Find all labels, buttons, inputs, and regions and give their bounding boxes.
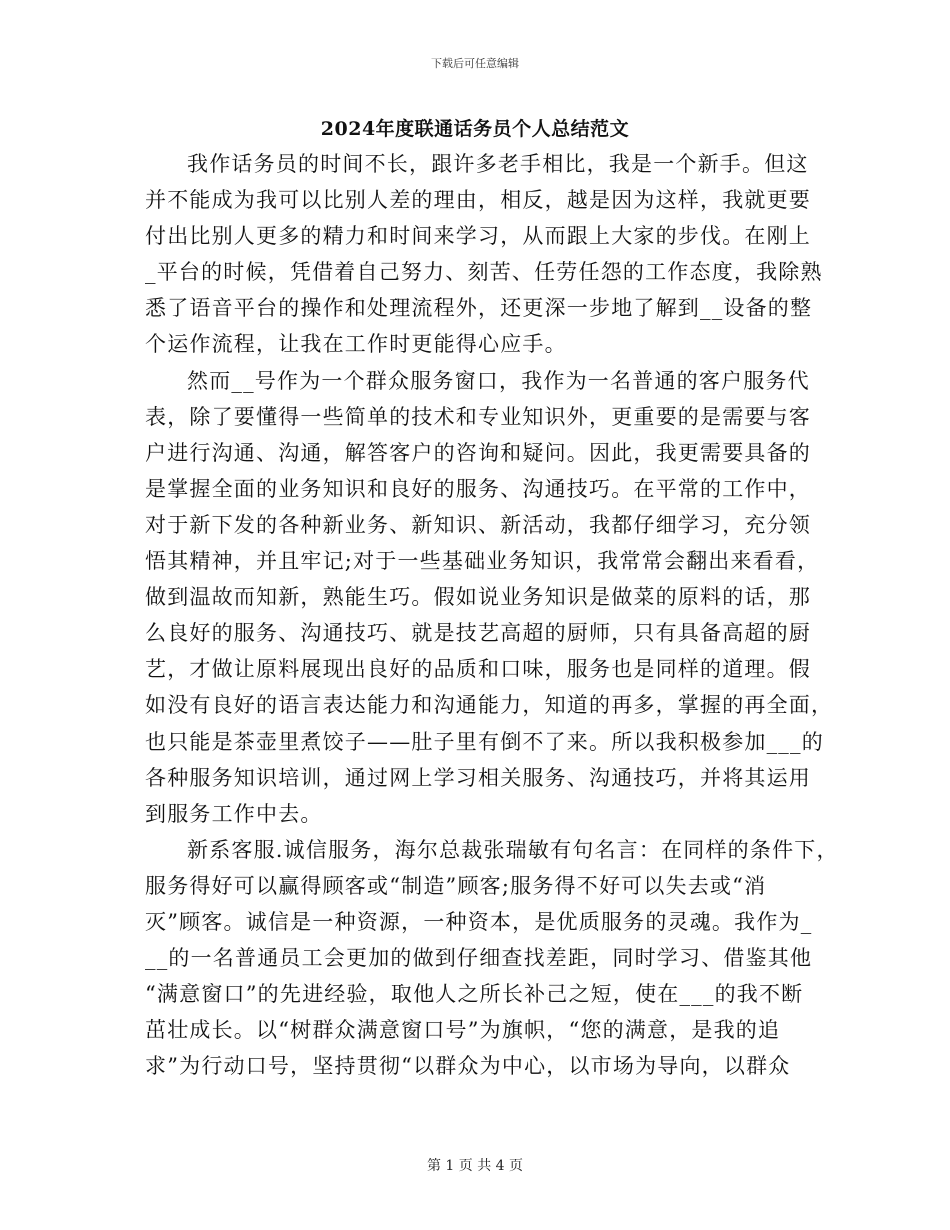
text-line: 并不能成为我可以比别人差的理由，相反，越是因为这样，我就更要 <box>145 188 811 213</box>
text-line: 茁壮成长。以“树群众满意窗口号”为旗帜，“您的满意，是我的追 <box>145 1018 781 1043</box>
text-line: 到服务工作中去。 <box>145 801 323 826</box>
text-line: 艺，才做让原料展现出良好的品质和口味，服务也是同样的道理。假 <box>145 657 811 682</box>
text-line: 各种服务知识培训，通过网上学习相关服务、沟通技巧，并将其运用 <box>145 765 811 790</box>
text-line: 求”为行动口号，坚持贯彻“以群众为中心，以市场为导向，以群众 <box>145 1054 791 1079</box>
text-line: 户进行沟通、沟通，解答客户的咨询和疑问。因此，我更需要具备的 <box>145 440 811 465</box>
text-line: 是掌握全面的业务知识和良好的服务、沟通技巧。在平常的工作中， <box>145 476 811 501</box>
text-line: 新系客服.诚信服务，海尔总裁张瑞敏有句名言：在同样的条件下， <box>187 837 839 862</box>
page-header: 下载后可任意编辑 <box>431 57 519 70</box>
text-line: 悉了语音平台的操作和处理流程外，还更深一步地了解到__设备的整 <box>145 296 813 321</box>
text-line: 个运作流程，让我在工作时更能得心应手。 <box>145 332 567 357</box>
text-line: 做到温故而知新，熟能生巧。假如说业务知识是做菜的原料的话，那 <box>145 585 811 610</box>
text-line: 对于新下发的各种新业务、新知识、新活动，我都仔细学习，充分领 <box>145 512 811 537</box>
text-line: 付出比别人更多的精力和时间来学习，从而跟上大家的步伐。在刚上 <box>145 224 811 249</box>
text-line: 服务得好可以赢得顾客或“制造”顾客;服务得不好可以失去或“消 <box>145 873 767 898</box>
document-body <box>145 146 839 1084</box>
text-line: __的一名普通员工会更加的做到仔细查找差距，同时学习、借鉴其他 <box>145 946 813 971</box>
page-footer: 第 1 页 共 4 页 <box>426 1158 524 1174</box>
text-line: 如没有良好的语言表达能力和沟通能力，知道的再多，掌握的再全面， <box>145 693 834 718</box>
text-line: 灭”顾客。诚信是一种资源，一种资本，是优质服务的灵魂。我作为_ <box>145 909 813 934</box>
document-title: 2024年度联通话务员个人总结范文 <box>320 118 630 140</box>
text-line: 么良好的服务、沟通技巧、就是技艺高超的厨师，只有具备高超的厨 <box>145 621 811 646</box>
text-line: 也只能是茶壶里煮饺子——肚子里有倒不了来。所以我积极参加___的 <box>145 729 824 754</box>
text-line: 表，除了要懂得一些简单的技术和专业知识外，更重要的是需要与客 <box>145 404 811 429</box>
text-line: _平台的时候，凭借着自己努力、刻苦、任劳任怨的工作态度，我除熟 <box>145 260 823 285</box>
text-line: 悟其精神，并且牢记;对于一些基础业务知识，我常常会翻出来看看， <box>145 549 820 574</box>
text-line: “满意窗口”的先进经验，取他人之所长补己之短，使在___的我不断 <box>145 982 804 1007</box>
text-line: 然而__号作为一个群众服务窗口，我作为一名普通的客户服务代 <box>187 368 810 393</box>
text-line: 我作话务员的时间不长，跟许多老手相比，我是一个新手。但这 <box>187 152 809 176</box>
